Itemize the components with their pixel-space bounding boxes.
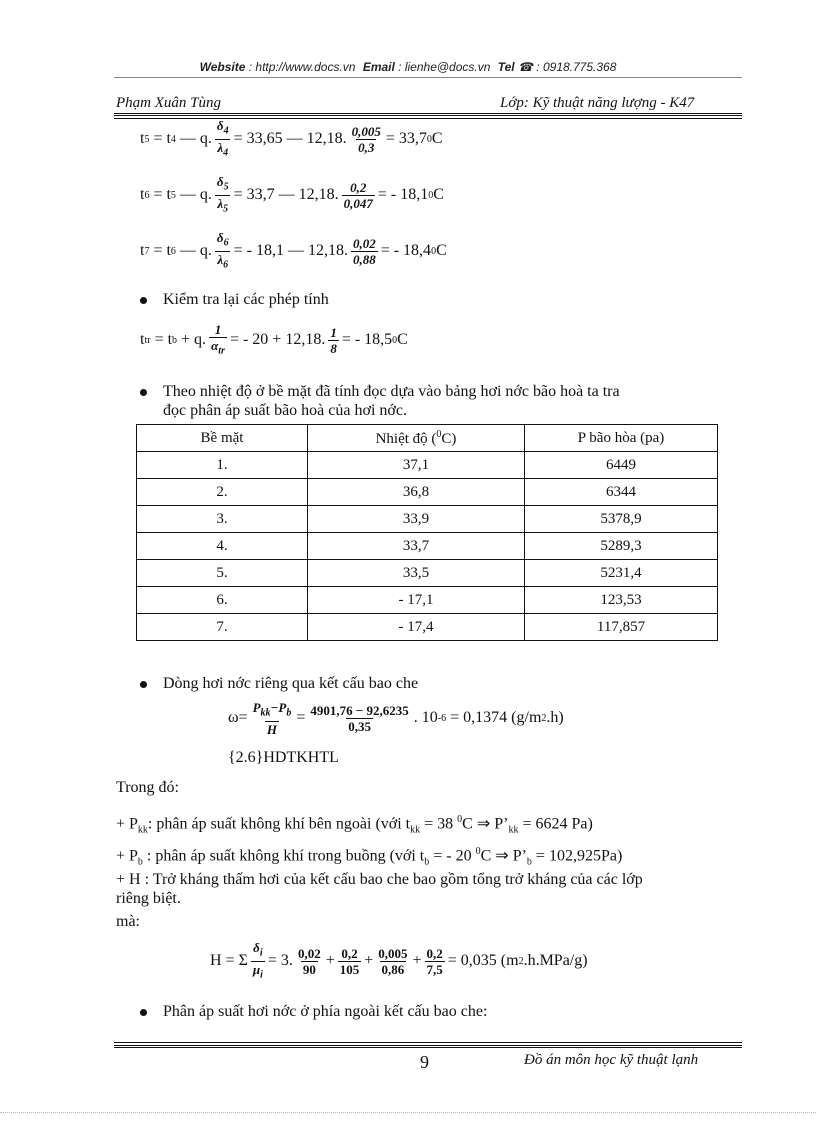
- fraction-delta-lambda: $\frac{\delta_4}{\lambda_4}$: [216, 118, 229, 159]
- fraction-values: $\frac{0,2}{0,047}$: [343, 179, 373, 211]
- fraction-values: $\frac{4901,76 - 92,6235}{0,35}$: [310, 702, 409, 734]
- table-row: 5. 33,5 5231,4: [137, 560, 718, 587]
- equation-flow: ω= $\frac{P_{kk}-P_b}{H}$ = $\frac{4901,76 - 92,6235}{0,35}$ . 10 -6 = 0,1374 (g/m 2 .h): [228, 700, 564, 737]
- fraction-values: $\frac{0,02}{0,88}$: [352, 235, 376, 267]
- page-number: 9: [420, 1052, 429, 1072]
- table-row: 7. - 17,4 117,857: [137, 614, 718, 641]
- arrow-icon: ⇒: [495, 847, 509, 865]
- footer-double-rule: [114, 1042, 742, 1048]
- header-pressure: P bão hòa (pa): [525, 425, 718, 452]
- arrow-icon: ⇒: [476, 815, 491, 833]
- ma-label: mà:: [116, 913, 140, 930]
- table-row: 3. 33,9 5378,9: [137, 506, 718, 533]
- table-row: 4. 33,7 5289,3: [137, 533, 718, 560]
- tel-label: Tel: [497, 60, 515, 74]
- fraction-delta-lambda: $\frac{\delta_6}{\lambda_6}$: [216, 230, 229, 271]
- where-item-h: + H : Trở kháng thấm hơi của kết cấu bao che bao gồm tổng trở kháng của các lớp riêng biệt.: [116, 871, 643, 907]
- email-value[interactable]: : lienhe@docs.vn: [398, 60, 491, 74]
- equation-H: H = Σ $\frac{\delta_i}{\mu_i}$ = 3. $\frac{0,02}{90}$ + $\frac{0,2}{105}$ + $\frac{0,005}{0,86}$ + $\frac{0,2}{7,5}$ = 0,035 (m 2 .h.MPa/g): [210, 940, 588, 981]
- table-row: 1. 37,1 6449: [137, 452, 718, 479]
- where-item-pkk: + $P_{kk}$: phân áp suất không khí bên ngoài (với $t_{kk} = 38$ $^0$C ⇒ $P’_{kk} = 6624$ Pa): [116, 814, 593, 836]
- website-url[interactable]: : http://www.docs.vn: [248, 60, 356, 74]
- equation-check: t tr = t b + q. $\frac{1}{\alpha_{tr}}$ = - 20 + 12,18. $\frac{1}{8}$ = - 18,5 0 C: [140, 322, 408, 357]
- website-header: [0, 60, 816, 74]
- bullet-check: Kiểm tra lại các phép tính: [140, 290, 329, 309]
- where-item-pb: + $P_b$ : phân áp suất không khí trong buồng (với $t_b$ = - 20 $^0$C ⇒ $P’_b = 102,925Pa$): [116, 846, 623, 868]
- website-label: Website: [199, 60, 246, 74]
- email-label: Email: [362, 60, 395, 74]
- header-surface: Bề mặt: [137, 425, 308, 452]
- class-name: Lớp: Kỹ thuật năng lượng - K47: [500, 95, 695, 111]
- equation-t6: t 6 = t 5 — q. $\frac{\delta_5}{\lambda_5}$ = 33,7 — 12,18. $\frac{0,2}{0,047}$ = - 18,1 0 C: [140, 174, 444, 215]
- table-row: 6. - 17,1 123,53: [137, 587, 718, 614]
- fraction-values: $\frac{1}{8}$: [330, 324, 337, 356]
- author-name: Phạm Xuân Tùng: [116, 95, 221, 111]
- bullet-icon: [140, 681, 147, 688]
- table-header-row: [137, 425, 718, 452]
- fraction-term: $\frac{0,005}{0,86}$: [378, 945, 408, 977]
- equation-t5: t 5 = t 4 — q. $\frac{\delta_4}{\lambda_4}$ = 33,65 — 12,18. $\frac{0,005}{0,3}$ = 33,7 0 C: [140, 118, 443, 159]
- bullet-icon: [140, 1009, 147, 1016]
- fraction-term: $\frac{0,02}{90}$: [297, 945, 321, 977]
- fraction-values: $\frac{0,005}{0,3}$: [351, 123, 381, 155]
- phone-icon: ☎: [518, 60, 533, 74]
- page-bottom-rule: [0, 1112, 816, 1113]
- bullet-icon: [140, 297, 147, 304]
- table-row: 2. 36,8 6344: [137, 479, 718, 506]
- intro-paragraph: Theo nhiệt độ ở bề mặt đã tính đọc dựa vào bảng hơi nớc bão hoà ta tra đọc phân áp suất bão hoà của hơi nớc.: [140, 382, 742, 420]
- bullet-flow: Dòng hơi nớc riêng qua kết cấu bao che: [140, 674, 418, 693]
- fraction-term: $\frac{0,2}{7,5}$: [426, 945, 443, 977]
- bullet-icon: [140, 389, 147, 396]
- header-rule: [114, 77, 742, 78]
- equation-t7: t 7 = t 6 — q. $\frac{\delta_6}{\lambda_6}$ = - 18,1 — 12,18. $\frac{0,02}{0,88}$ = - 18,4 0 C: [140, 230, 447, 271]
- saturation-pressure-table: [136, 424, 718, 641]
- reference: {2.6}HDTKHTL: [228, 749, 339, 766]
- fraction-pressure-diff: $\frac{P_{kk}-P_b}{H}$: [252, 700, 292, 737]
- tel-value: : 0918.775.368: [536, 60, 617, 74]
- fraction-one-alpha: $\frac{1}{\alpha_{tr}}$: [211, 322, 225, 357]
- header-temperature: Nhiệt độ ($^0$C): [308, 425, 525, 452]
- fraction-term: $\frac{0,2}{105}$: [339, 945, 360, 977]
- where-label: Trong đó:: [116, 779, 179, 796]
- footer-course-title: Đồ án môn học kỹ thuật lạnh: [524, 1052, 699, 1068]
- bullet-vapor-pressure: Phân áp suất hơi nớc ở phía ngoài kết cấu bao che:: [140, 1002, 487, 1021]
- fraction-delta-lambda: $\frac{\delta_5}{\lambda_5}$: [216, 174, 229, 215]
- fraction-delta-mu: $\frac{\delta_i}{\mu_i}$: [252, 940, 263, 981]
